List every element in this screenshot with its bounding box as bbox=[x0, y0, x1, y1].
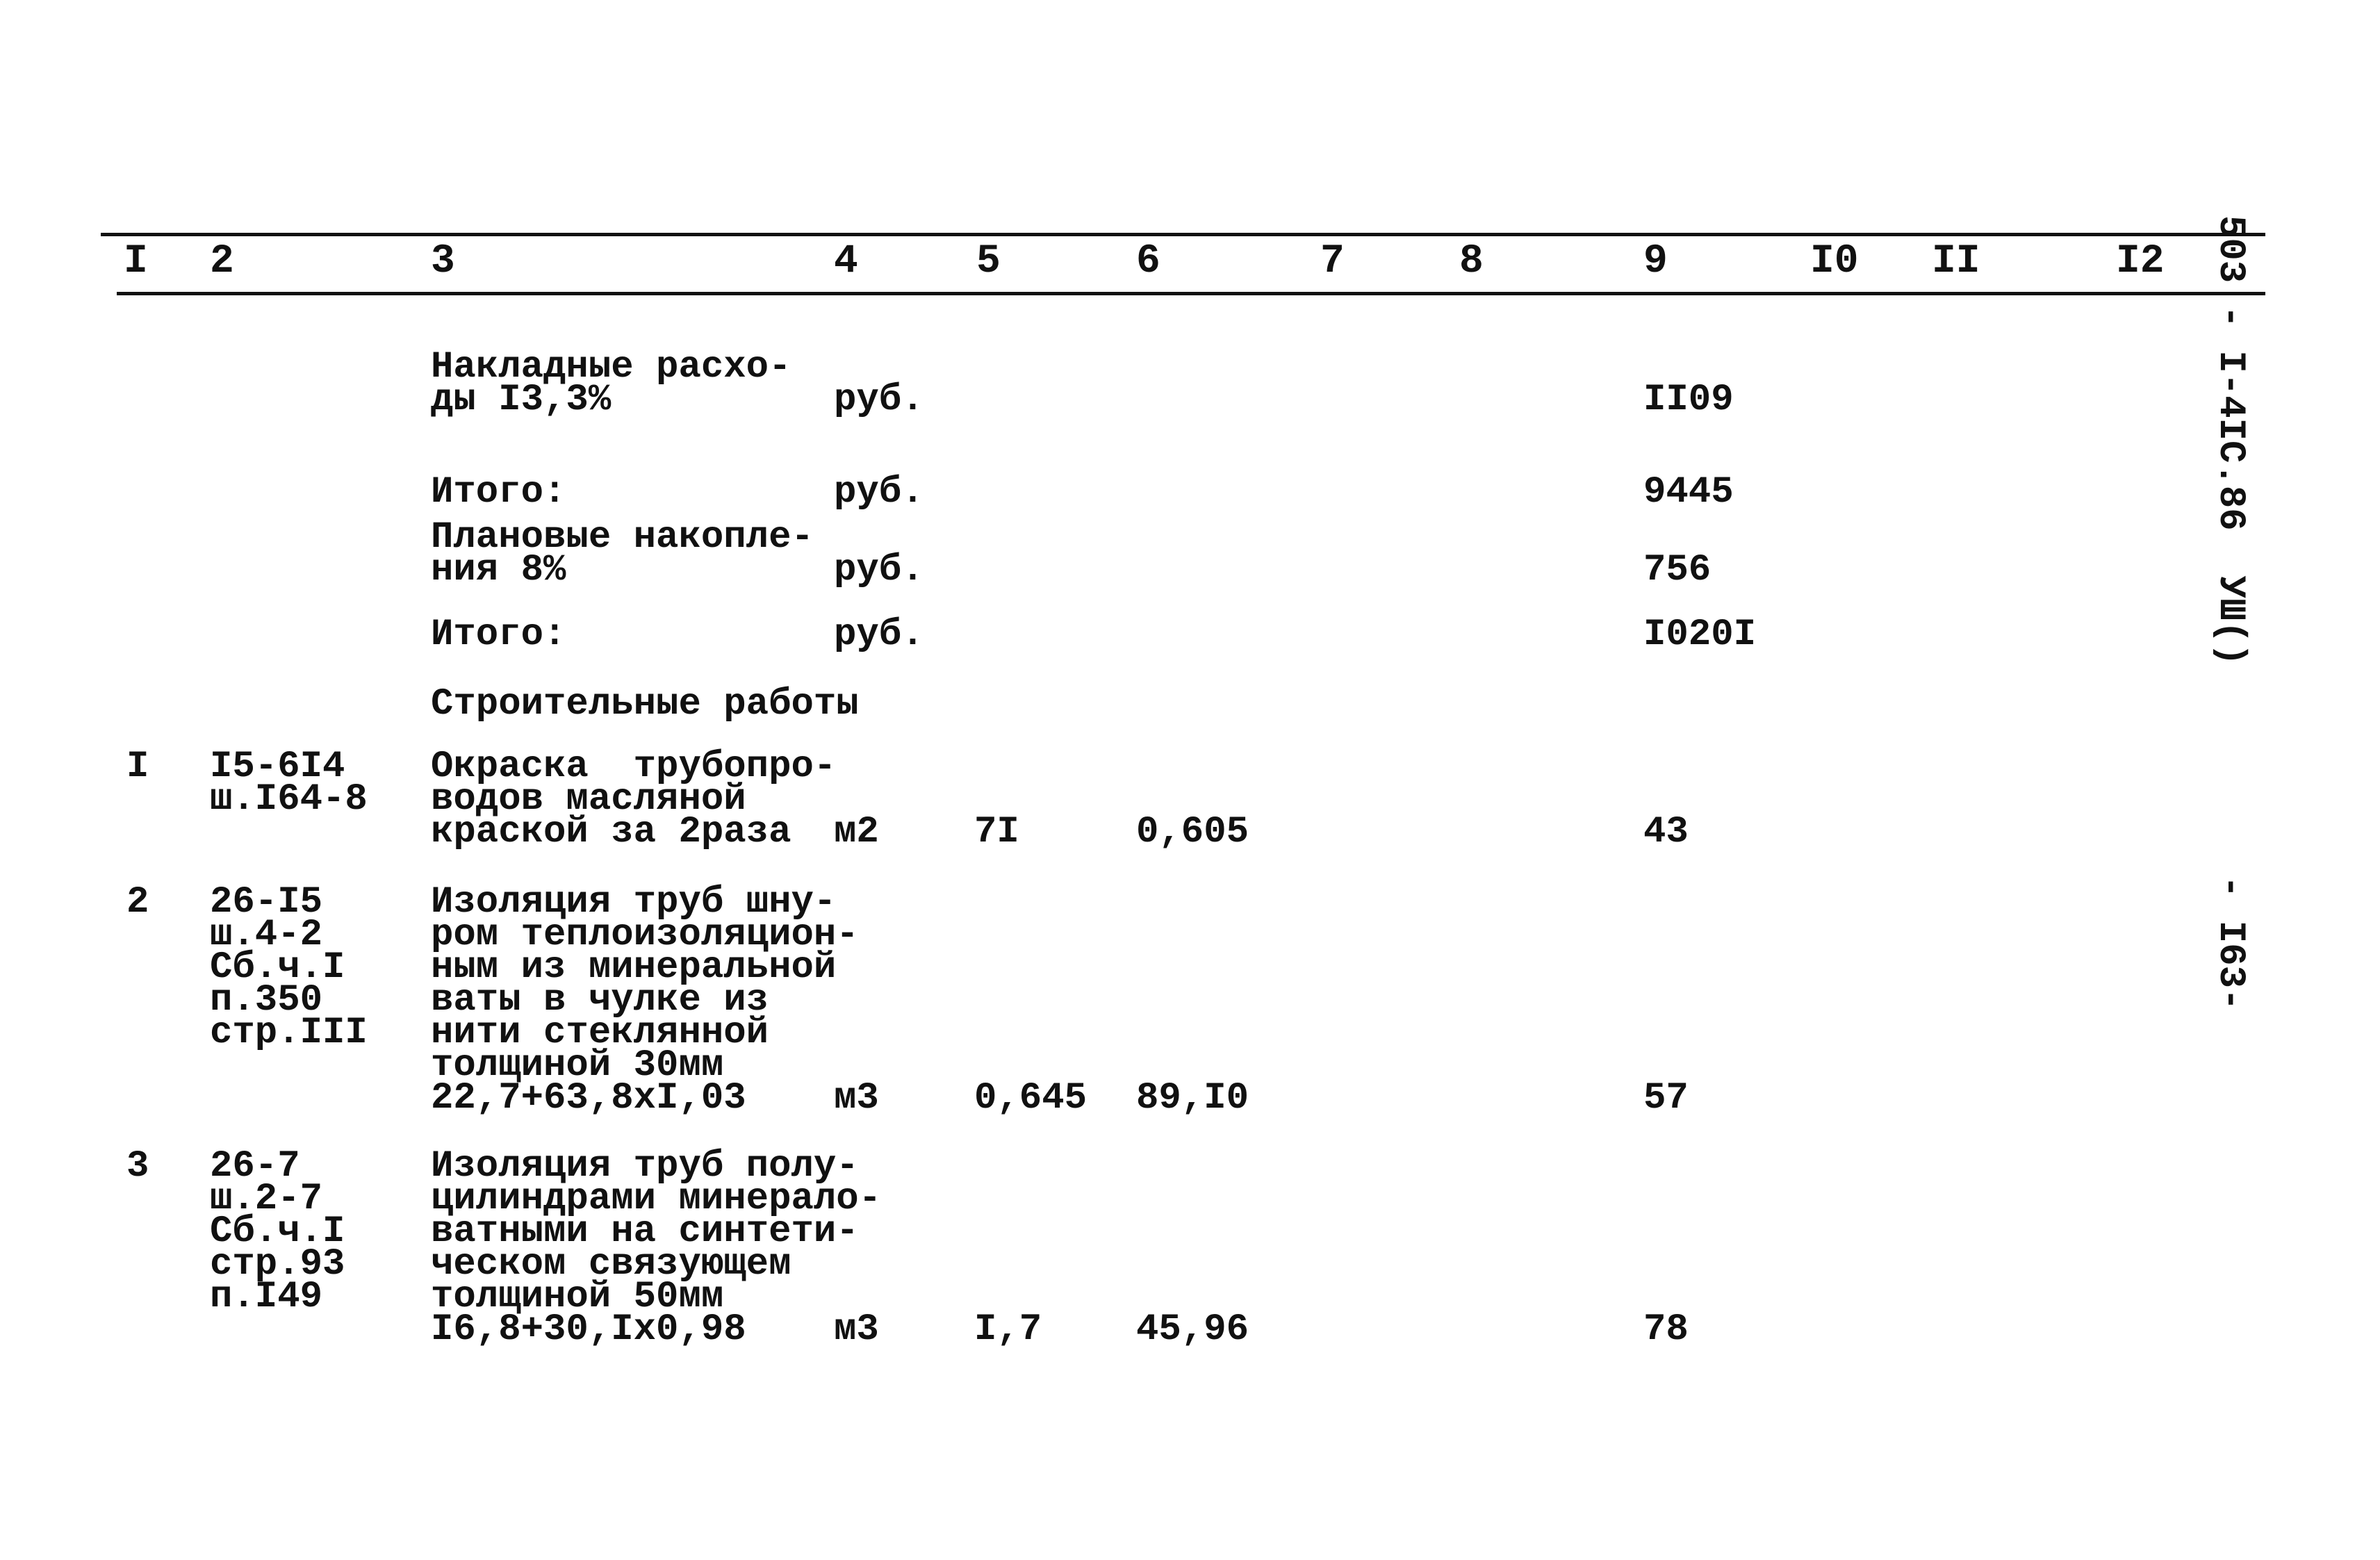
column-header-2: 2 bbox=[210, 239, 234, 284]
cell-code: 26-7 ш.2-7 Сб.ч.I стр.93 п.I49 bbox=[210, 1145, 345, 1318]
table-top-rule bbox=[101, 233, 2265, 236]
cell-unit: руб. bbox=[834, 549, 924, 591]
cell-price: 89,I0 bbox=[1136, 1077, 1249, 1119]
column-header-12: I2 bbox=[2116, 239, 2165, 284]
cell-code: I5-6I4 ш.I64-8 bbox=[210, 746, 368, 821]
cell-desc: Плановые накопле- ния 8% bbox=[431, 516, 814, 591]
cell-total: I020I bbox=[1643, 614, 1757, 656]
column-header-1: I bbox=[124, 239, 148, 284]
header-bottom-rule bbox=[117, 292, 2265, 295]
cell-total: 78 bbox=[1643, 1308, 1689, 1351]
cell-total: 57 bbox=[1643, 1077, 1689, 1119]
column-header-10: I0 bbox=[1810, 239, 1859, 284]
cell-qty: 0,645 bbox=[974, 1077, 1088, 1119]
cell-num: 2 bbox=[126, 881, 149, 923]
cell-unit: м3 bbox=[834, 1077, 879, 1119]
column-header-9: 9 bbox=[1643, 239, 1668, 284]
cell-total: 43 bbox=[1643, 811, 1689, 853]
cell-total: 9445 bbox=[1643, 471, 1734, 514]
cell-desc: Итого: bbox=[431, 614, 566, 656]
column-header-5: 5 bbox=[976, 239, 1001, 284]
cell-unit: м3 bbox=[834, 1308, 879, 1351]
cell-num: 3 bbox=[126, 1145, 149, 1188]
column-header-3: 3 bbox=[431, 239, 455, 284]
document-code: 503 - I-4IC.86 УШ() bbox=[2209, 215, 2251, 666]
cell-price: 45,96 bbox=[1136, 1308, 1249, 1351]
cell-code: 26-I5 ш.4-2 Сб.ч.I п.350 стр.III bbox=[210, 881, 368, 1054]
cell-price: 0,605 bbox=[1136, 811, 1249, 853]
cell-total: II09 bbox=[1643, 379, 1734, 421]
cell-total: 756 bbox=[1643, 549, 1712, 591]
cell-unit: руб. bbox=[834, 614, 924, 656]
cell-unit: руб. bbox=[834, 471, 924, 514]
cell-desc: Изоляция труб полу- цилиндрами минерало- ватными на синтети- ческом связующем толщиной 50мм I6,8+30,Ix0,98 bbox=[431, 1145, 882, 1351]
page-number: - I63- bbox=[2209, 876, 2251, 1011]
column-header-8: 8 bbox=[1459, 239, 1484, 284]
cell-unit: м2 bbox=[834, 811, 879, 853]
cell-desc: Окраска трубопро- водов масляной краской за 2раза bbox=[431, 746, 837, 853]
cell-qty: 7I bbox=[974, 811, 1019, 853]
cell-desc: Изоляция труб шну- ром теплоизоляцион- ным из минеральной ваты в чулке из нити стеклянной толщиной 30мм 22,7+63,8xI,03 bbox=[431, 881, 859, 1119]
cell-desc: Строительные работы bbox=[431, 683, 859, 725]
cell-desc: Итого: bbox=[431, 471, 566, 514]
cell-desc: Накладные расхо- ды I3,3% bbox=[431, 346, 791, 421]
cell-unit: руб. bbox=[834, 379, 924, 421]
column-header-7: 7 bbox=[1320, 239, 1345, 284]
column-header-11: II bbox=[1932, 239, 1980, 284]
column-header-4: 4 bbox=[834, 239, 858, 284]
cell-num: I bbox=[126, 746, 149, 788]
cell-qty: I,7 bbox=[974, 1308, 1042, 1351]
column-header-6: 6 bbox=[1136, 239, 1160, 284]
